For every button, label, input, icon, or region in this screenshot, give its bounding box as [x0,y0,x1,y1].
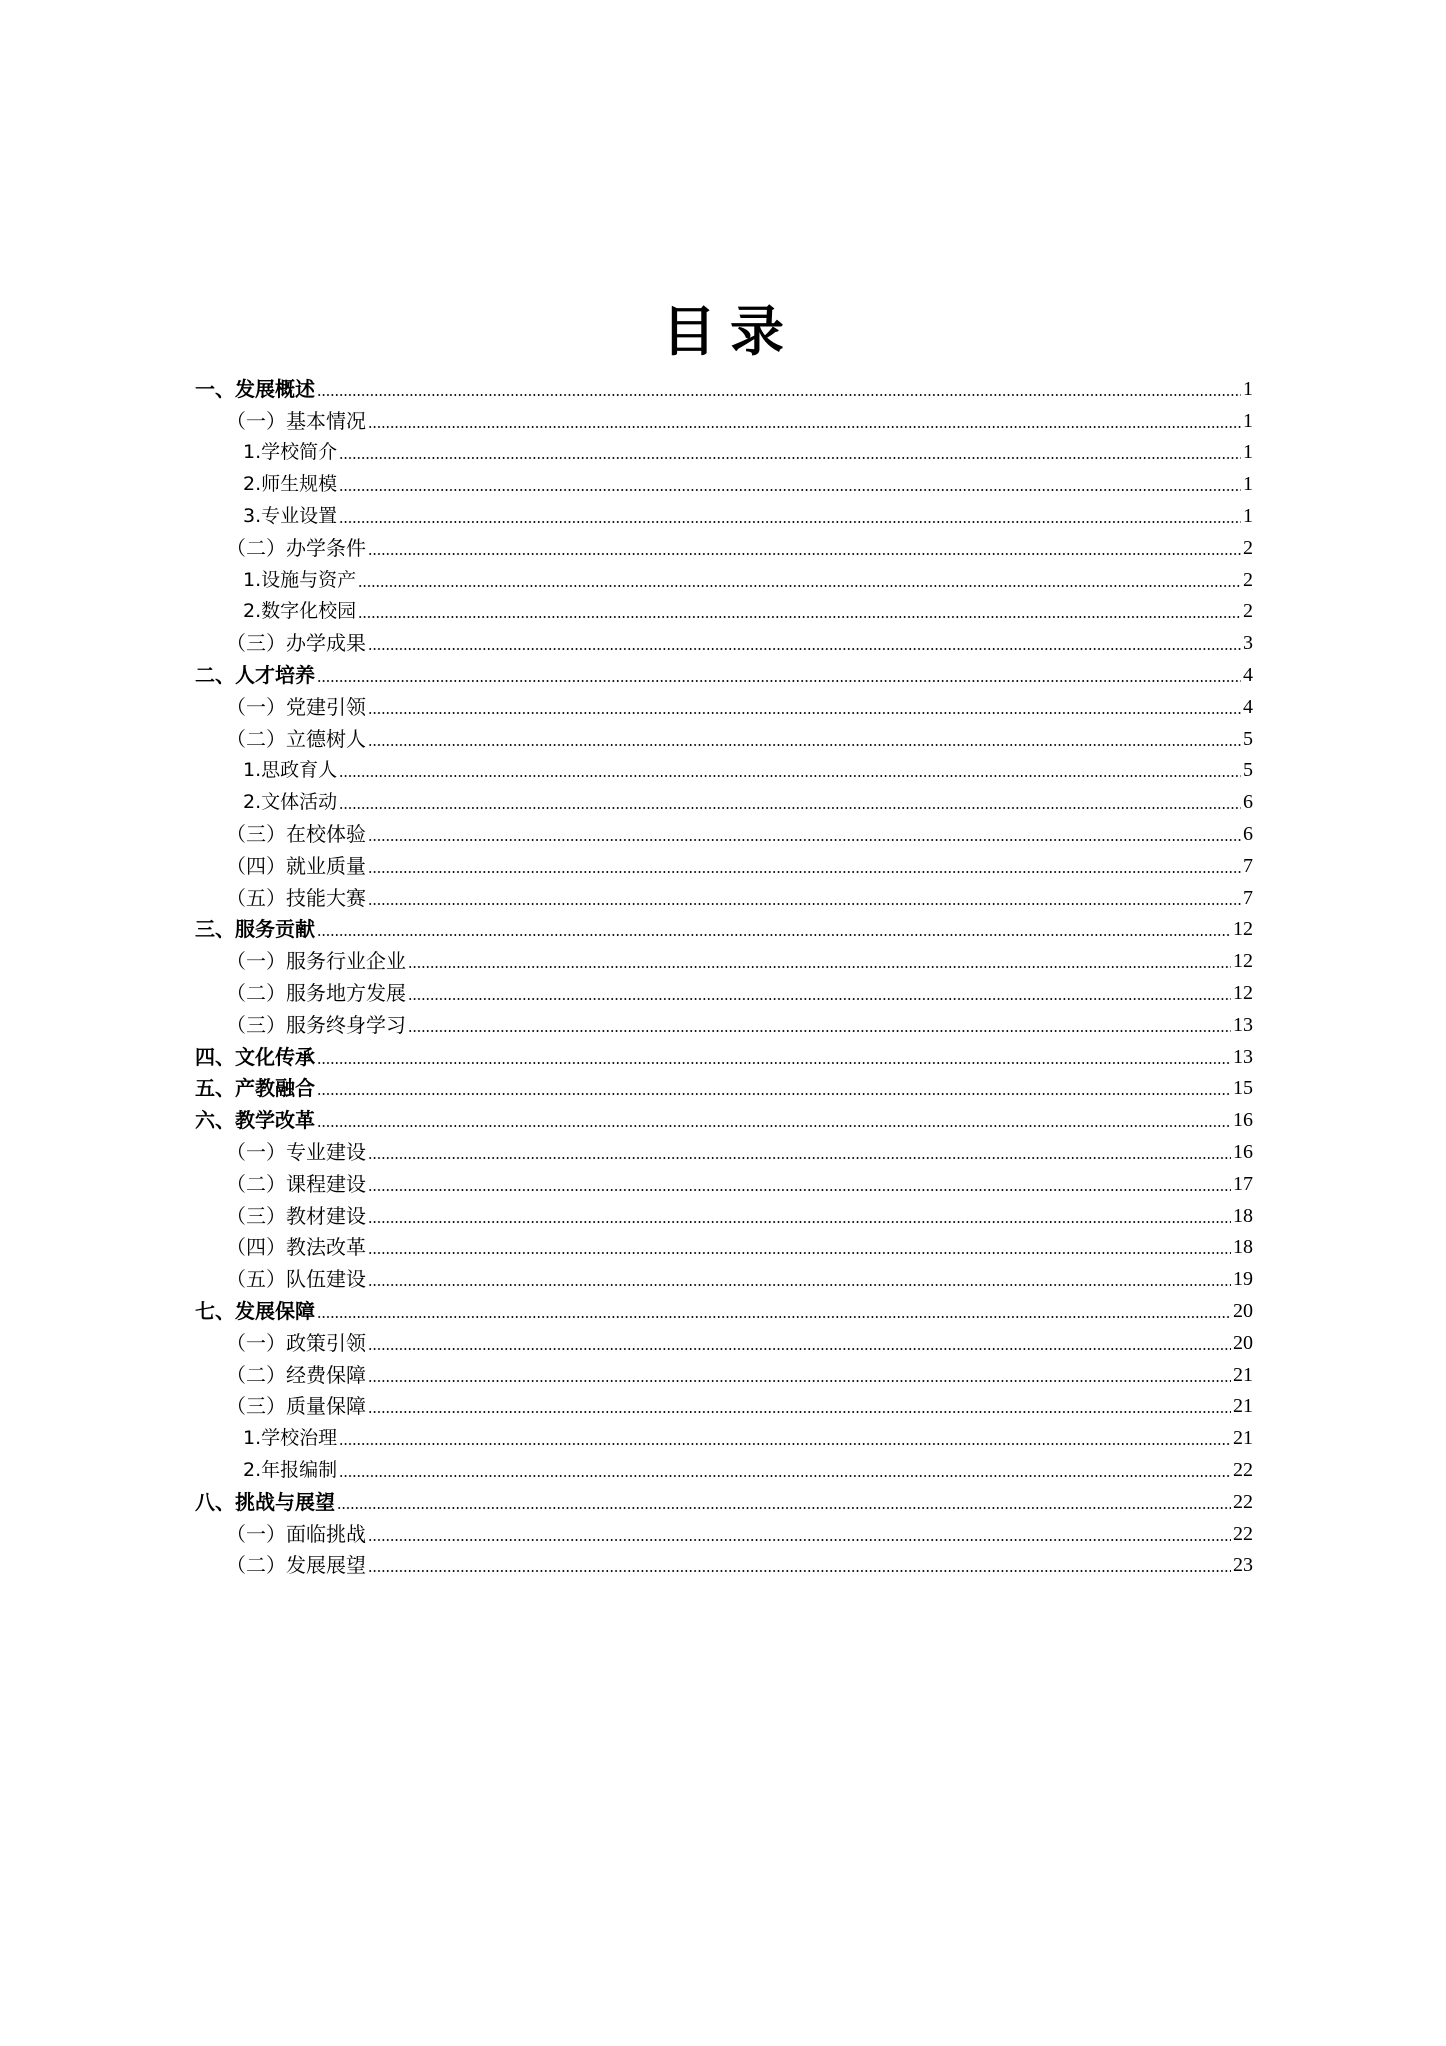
toc-entry[interactable] [0,596,1446,628]
toc-entry[interactable] [0,691,1446,723]
toc-entry-label: （二）办学条件 [226,535,366,560]
toc-entry-page-number: 22 [1233,1458,1253,1481]
toc-entry[interactable] [0,1136,1446,1168]
toc-entry[interactable] [0,564,1446,596]
toc-entry[interactable] [0,1009,1446,1041]
toc-entry[interactable] [0,914,1446,946]
toc-dot-leader [317,1108,1231,1132]
toc-entry[interactable] [0,1263,1446,1295]
toc-entry-label: 2.年报编制 [243,1458,338,1481]
toc-entry[interactable] [0,532,1446,564]
toc-entry-page-number: 21 [1233,1363,1253,1386]
toc-entry[interactable] [0,500,1446,532]
toc-entry-page-number: 6 [1243,823,1253,846]
toc-entry-label: （二）发展展望 [226,1553,366,1578]
toc-dot-leader [368,1522,1231,1546]
toc-dot-leader [368,409,1241,433]
toc-dot-leader [408,1013,1231,1037]
toc-entry-label: （一）面临挑战 [226,1521,366,1546]
toc-entry[interactable] [0,1073,1446,1105]
toc-entry-page-number: 1 [1243,409,1253,432]
toc-dot-leader [368,1553,1231,1577]
toc-entry-page-number: 18 [1233,1204,1253,1227]
toc-dot-leader [368,1204,1231,1228]
toc-entry-page-number: 22 [1233,1490,1253,1513]
toc-entry[interactable] [0,1391,1446,1423]
toc-entry-page-number: 1 [1243,441,1253,464]
toc-dot-leader [368,1140,1231,1164]
toc-entry[interactable] [0,1486,1446,1518]
toc-dot-leader [317,1045,1231,1069]
toc-entry[interactable] [0,437,1446,469]
toc-entry[interactable] [0,1454,1446,1486]
toc-dot-leader [337,1490,1231,1514]
toc-entry-label: （二）服务地方发展 [226,981,406,1006]
toc-entry-label: 2.数字化校园 [243,600,357,623]
toc-entry-label: （三）服务终身学习 [226,1012,406,1037]
toc-entry[interactable] [0,755,1446,787]
toc-entry[interactable] [0,659,1446,691]
toc-dot-leader [368,1235,1231,1259]
toc-dot-leader [317,377,1241,401]
toc-dot-leader [339,758,1241,782]
toc-entry-label: 2.文体活动 [243,791,338,814]
toc-entry-label: 三、服务贡献 [195,917,315,942]
toc-entry-page-number: 2 [1243,536,1253,559]
toc-entry[interactable] [0,627,1446,659]
toc-entry-label: 五、产教融合 [195,1076,315,1101]
toc-entry-label: （一）党建引领 [226,694,366,719]
toc-entry-label: 六、教学改革 [195,1108,315,1133]
toc-entry-label: （一）政策引领 [226,1330,366,1355]
toc-entry[interactable] [0,1200,1446,1232]
toc-dot-leader [408,981,1231,1005]
toc-entry-label: 八、挑战与展望 [195,1489,335,1514]
toc-entry-page-number: 5 [1243,759,1253,782]
toc-entry[interactable] [0,468,1446,500]
toc-entry-page-number: 7 [1243,886,1253,909]
toc-entry[interactable] [0,1232,1446,1264]
toc-entry[interactable] [0,786,1446,818]
table-of-contents [0,373,1446,1581]
toc-dot-leader [368,1267,1231,1291]
toc-entry-label: （二）课程建设 [226,1171,366,1196]
toc-entry[interactable] [0,405,1446,437]
toc-entry-page-number: 19 [1233,1268,1253,1291]
toc-entry-label: 二、人才培养 [195,663,315,688]
toc-entry-page-number: 4 [1243,695,1253,718]
toc-dot-leader [339,472,1241,496]
toc-entry-page-number: 5 [1243,727,1253,750]
toc-dot-leader [368,1394,1231,1418]
toc-entry-page-number: 1 [1243,505,1253,528]
toc-entry-page-number: 13 [1233,1013,1253,1036]
toc-dot-leader [368,695,1241,719]
toc-dot-leader [368,1363,1231,1387]
toc-entry[interactable] [0,1422,1446,1454]
toc-dot-leader [317,663,1241,687]
toc-entry-label: 一、发展概述 [195,376,315,401]
toc-entry-label: 1.学校治理 [243,1427,338,1450]
toc-entry-label: 3.专业设置 [243,505,338,528]
toc-entry-page-number: 23 [1233,1554,1253,1577]
toc-entry[interactable] [0,1359,1446,1391]
toc-entry-page-number: 21 [1233,1427,1253,1450]
toc-entry-label: （四）就业质量 [226,853,366,878]
toc-entry-page-number: 20 [1233,1331,1253,1354]
toc-entry-label: （一）服务行业企业 [226,949,406,974]
toc-entry-label: （五）队伍建设 [226,1267,366,1292]
toc-entry-label: （三）质量保障 [226,1394,366,1419]
toc-dot-leader [317,1299,1231,1323]
toc-dot-leader [317,917,1231,941]
toc-dot-leader [368,631,1241,655]
toc-entry-page-number: 22 [1233,1522,1253,1545]
toc-dot-leader [368,1331,1231,1355]
toc-entry-label: （一）专业建设 [226,1140,366,1165]
toc-entry-page-number: 1 [1243,473,1253,496]
toc-entry-label: 1.设施与资产 [243,568,357,591]
toc-entry-page-number: 20 [1233,1300,1253,1322]
toc-dot-leader [339,440,1241,464]
toc-entry[interactable] [0,977,1446,1009]
toc-entry-page-number: 1 [1243,377,1253,400]
toc-dot-leader [408,949,1231,973]
toc-entry[interactable] [0,373,1446,405]
toc-entry-label: 七、发展保障 [195,1299,315,1323]
toc-entry[interactable] [0,1518,1446,1550]
toc-dot-leader [358,599,1241,623]
toc-entry-page-number: 18 [1233,1236,1253,1259]
toc-entry-page-number: 16 [1233,1141,1253,1164]
toc-entry-page-number: 21 [1233,1395,1253,1418]
toc-entry-page-number: 2 [1243,600,1253,623]
toc-dot-leader [368,1172,1231,1196]
toc-entry-label: （五）技能大赛 [226,885,366,910]
toc-entry-label: （三）办学成果 [226,631,366,656]
toc-entry[interactable] [0,1549,1446,1581]
toc-entry[interactable] [0,1295,1446,1327]
toc-entry-label: （四）教法改革 [226,1235,366,1260]
toc-entry-page-number: 2 [1243,568,1253,591]
toc-entry-page-number: 12 [1233,950,1253,973]
toc-dot-leader [339,1426,1231,1450]
toc-entry-page-number: 15 [1233,1077,1253,1100]
toc-entry[interactable] [0,818,1446,850]
toc-entry-label: （一）基本情况 [226,408,366,433]
toc-dot-leader [368,822,1241,846]
toc-entry[interactable] [0,1327,1446,1359]
toc-entry-label: （三）在校体验 [226,822,366,847]
toc-dot-leader [358,568,1241,592]
toc-entry-label: 四、文化传承 [195,1044,315,1069]
toc-dot-leader [368,727,1241,751]
toc-dot-leader [368,536,1241,560]
toc-entry[interactable] [0,850,1446,882]
toc-dot-leader [368,854,1241,878]
toc-entry-page-number: 12 [1233,982,1253,1005]
toc-entry-page-number: 4 [1243,664,1253,687]
toc-dot-leader [317,1076,1231,1100]
toc-entry-page-number: 3 [1243,632,1253,655]
toc-dot-leader [339,1458,1231,1482]
toc-entry-page-number: 17 [1233,1172,1253,1195]
toc-entry-label: 1.思政育人 [243,759,338,782]
toc-entry-page-number: 6 [1243,791,1253,814]
toc-entry[interactable] [0,945,1446,977]
toc-entry-label: （二）立德树人 [226,726,366,751]
toc-entry-label: 1.学校简介 [243,441,338,464]
toc-entry-page-number: 16 [1233,1109,1253,1132]
toc-entry-page-number: 7 [1243,854,1253,877]
toc-entry-page-number: 12 [1233,918,1253,941]
toc-entry[interactable] [0,723,1446,755]
toc-entry[interactable] [0,1041,1446,1073]
toc-entry[interactable] [0,1104,1446,1136]
toc-entry-page-number: 13 [1233,1045,1253,1068]
toc-entry-label: （二）经费保障 [226,1362,366,1387]
toc-entry-label: （三）教材建设 [226,1203,366,1228]
toc-entry-label: 2.师生规模 [243,473,338,496]
toc-dot-leader [339,790,1241,814]
toc-entry[interactable] [0,882,1446,914]
toc-dot-leader [368,886,1241,910]
toc-dot-leader [339,504,1241,528]
toc-title: 目录 [662,299,798,364]
toc-entry[interactable] [0,1168,1446,1200]
